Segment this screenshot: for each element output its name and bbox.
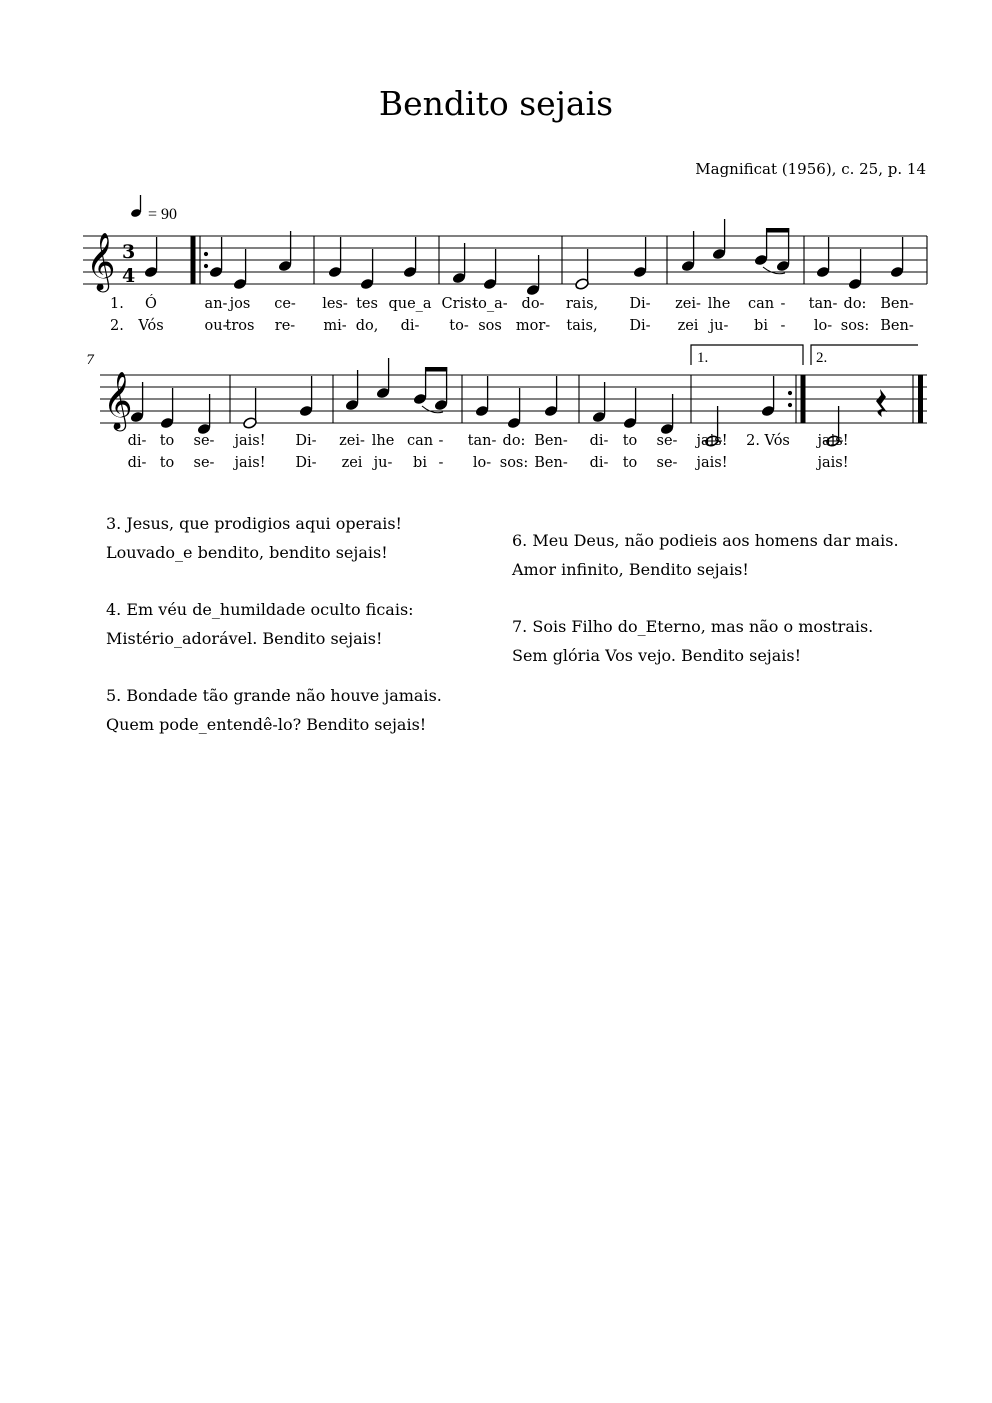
volta-bracket-1 [691,345,803,366]
lyric-syllable: to_a- [472,296,508,312]
lyric-syllable: ou- [204,318,228,334]
lyric-syllable: ce- [274,296,296,312]
lyric-syllable: ju- [709,318,729,334]
lyric-syllable: zei- [339,433,365,449]
volta-bracket-2 [811,345,918,366]
lyric-syllable: jais! [817,433,849,449]
repeat-thick-bar [801,375,806,423]
lyric-syllable: Di- [295,455,317,471]
lyric-syllable: - [780,318,786,334]
source-citation: Magnificat (1956), c. 25, p. 14 [695,160,926,178]
lyric-syllable: di- [589,455,609,471]
volta-label-2: 2. [816,350,828,366]
verse-line: 3. Jesus, que prodigios aqui operais! [106,514,402,533]
repeat-dot [788,403,792,407]
lyric-syllable: Ben- [880,296,914,312]
verse-line: 4. Em véu de_humildade oculto ficais: [106,600,414,619]
verse-line: Quem pode_entendê-lo? Bendito sejais! [106,715,427,734]
lyric-syllable: se- [656,455,678,471]
music-score [0,0,992,480]
lyric-syllable: to- [449,318,469,334]
lyric-syllable: to [622,455,638,471]
lyric-syllable: Di- [629,318,651,334]
verse-line: 6. Meu Deus, não podieis aos homens dar mais. [512,531,899,550]
lyric-syllable: tan- [808,296,838,312]
lyric-syllable: - [780,296,786,312]
lyric-syllable: Ó [145,296,157,312]
treble-clef-icon: 𝄞 [103,371,133,429]
verse-line: Louvado_e bendito, bendito sejais! [106,543,388,562]
note-beam [766,228,789,233]
verse-line: Amor infinito, Bendito sejais! [512,560,749,579]
verse-line: 7. Sois Filho do_Eterno, mas não o mostrais. [512,617,874,636]
verse-3 [106,509,442,567]
verses-left-column [106,509,442,767]
lyric-syllable: les- [322,296,348,312]
lyric-syllable: do, [355,318,379,334]
lyric-syllable: di- [400,318,420,334]
lyric-syllable: di- [589,433,609,449]
verse-6 [512,526,899,584]
lyric-syllable: lo- [813,318,833,334]
lyric-syllable: tais, [566,318,598,334]
lyric-syllable: tan- [467,433,497,449]
lyric-syllable: do- [521,296,545,312]
lyric-syllable: mi- [323,318,347,334]
time-signature-bottom: 4 [122,265,136,287]
lyric-syllable: se- [656,433,678,449]
lyric-syllable: Cris- [441,296,477,312]
lyric-syllable: jais! [696,433,728,449]
lyric-syllable: an- [204,296,228,312]
lyric-syllable: tros [225,318,255,334]
final-thick-bar [918,375,923,423]
lyric-syllable: to [159,433,175,449]
verses-right-column [512,526,899,698]
lyric-syllable: se- [193,433,215,449]
lyric-syllable: do: [843,296,867,312]
lyric-syllable: Ben- [880,318,914,334]
lyric-syllable: bi [754,318,768,334]
lyric-syllable: lo- [472,455,492,471]
tempo-value: = 90 [148,206,178,223]
staff-line-group-1 [83,236,927,284]
measure-number: 7 [86,353,95,368]
lyric-syllable: zei [341,455,363,471]
lyric-syllable: tes [356,296,378,312]
verse-5 [106,681,442,739]
lyric-syllable: sos [478,318,502,334]
lyric-syllable: do: [502,433,526,449]
lyric-syllable: re- [274,318,296,334]
verse-4 [106,595,442,653]
lyric-syllable: ju- [373,455,393,471]
lyric-syllable: di- [127,455,147,471]
lyric-syllable: to [622,433,638,449]
lyric-syllable: zei [677,318,699,334]
time-signature-top: 3 [122,241,136,263]
volta-label-1: 1. [697,350,709,366]
lyric-syllable: sos: [499,455,529,471]
repeat-thick-bar [191,236,196,284]
lyric-syllable: Vós [138,318,164,334]
lyric-syllable: can [747,296,775,312]
lyric-syllable: bi [413,455,427,471]
verse-line: Mistério_adorável. Bendito sejais! [106,629,383,648]
verse-line: Sem glória Vos vejo. Bendito sejais! [512,646,802,665]
lyric-syllable: jais! [234,455,266,471]
verse-line: 5. Bondade tão grande não houve jamais. [106,686,442,705]
lyric-syllable: mor- [515,318,551,334]
song-title: Bendito sejais [378,84,614,123]
repeat-dot [788,391,792,395]
lyric-syllable: 1. [110,296,124,312]
lyric-syllable: se- [193,455,215,471]
lyric-syllable: sos: [840,318,870,334]
note-beam [425,367,447,372]
lyric-syllable: can [406,433,434,449]
lyric-syllable: lhe [371,433,395,449]
verse-7 [512,612,899,670]
lyric-syllable: Di- [295,433,317,449]
repeat-dot [204,252,208,256]
lyric-syllable: di- [127,433,147,449]
lyric-syllable: rais, [565,296,599,312]
lyric-syllable: jais! [696,455,728,471]
lyric-syllable: jais! [234,433,266,449]
lyric-syllable: que_a [388,296,432,312]
quarter-rest-icon [876,389,887,417]
lyric-syllable: jais! [817,455,849,471]
lyric-syllable: to [159,455,175,471]
lyric-syllable: - [438,455,444,471]
repeat-dot [204,264,208,268]
lyric-syllable: Ben- [534,433,568,449]
tempo-mark [130,195,177,223]
lyric-syllable: jos [229,296,251,312]
lyric-syllable: 2. [110,318,124,334]
lyric-syllable: 2. Vós [746,433,790,449]
lyric-syllable: Di- [629,296,651,312]
lyric-syllable: lhe [707,296,731,312]
lyric-syllable: Ben- [534,455,568,471]
treble-clef-icon: 𝄞 [86,232,116,290]
lyric-syllable: zei- [675,296,701,312]
lyric-syllable: - [438,433,444,449]
